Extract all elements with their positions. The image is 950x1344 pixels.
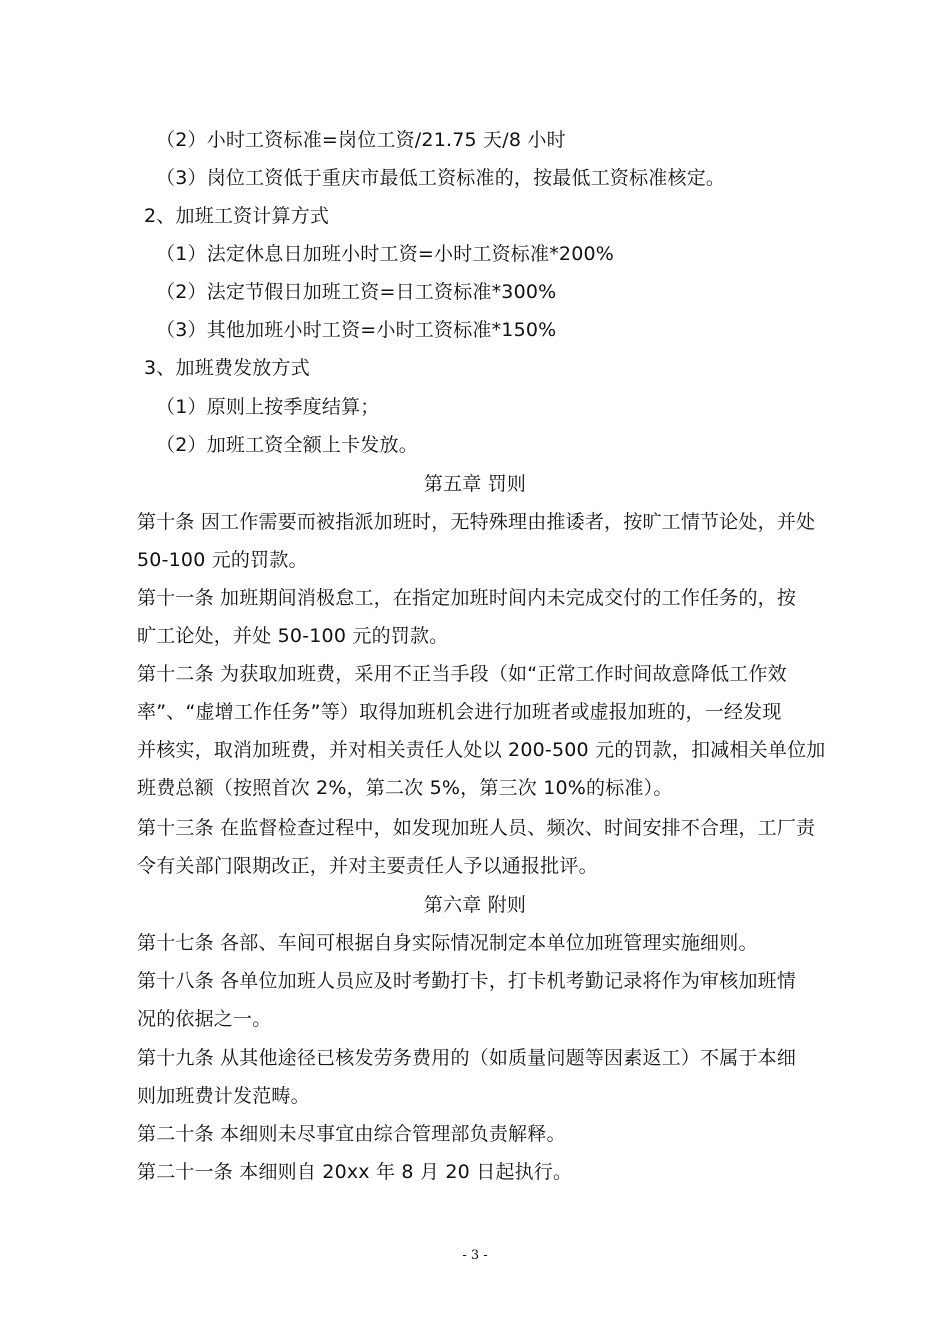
article12-line4: 班费总额（按照首次 2%，第二次 5%，第三次 10%的标准）。: [137, 777, 673, 799]
article20-line1: 第二十条 本细则未尽事宜由综合管理部负责解释。: [137, 1123, 566, 1145]
article19-line1: 第十九条 从其他途径已核发劳务费用的（如质量问题等因素返工）不属于本细: [137, 1047, 797, 1069]
page-number: - 3 -: [462, 1248, 488, 1263]
article18-line1: 第十八条 各单位加班人员应及时考勤打卡，打卡机考勤记录将作为审核加班情: [137, 970, 797, 992]
chapter6-heading: 第六章 附则: [423, 894, 527, 916]
item-quarterly-settlement: （1）原则上按季度结算；: [156, 396, 380, 418]
article12-line1: 第十二条 为获取加班费，采用不正当手段（如“正常工作时间故意降低工作效: [137, 663, 787, 685]
section-overtime-calculation: 2、加班工资计算方式: [144, 205, 330, 227]
article13-line1: 第十三条 在监督检查过程中，如发现加班人员、频次、时间安排不合理，工厂责: [137, 817, 816, 839]
article12-line3: 并核实，取消加班费，并对相关责任人处以 200-500 元的罚款，扣减相关单位加: [137, 739, 826, 761]
article13-line2: 令有关部门限期改正，并对主要责任人予以通报批评。: [137, 855, 598, 877]
chapter5-heading: 第五章 罚则: [423, 473, 527, 495]
item-holiday-overtime: （2）法定节假日加班工资=日工资标准*300%: [156, 281, 557, 303]
article10-line2: 50-100 元的罚款。: [137, 549, 308, 571]
article10-line1: 第十条 因工作需要而被指派加班时，无特殊理由推诿者，按旷工情节论处，并处: [137, 511, 816, 533]
item-other-overtime: （3）其他加班小时工资=小时工资标准*150%: [156, 319, 557, 341]
item-card-payment: （2）加班工资全额上卡发放。: [156, 434, 418, 456]
section-overtime-payment: 3、加班费发放方式: [144, 357, 310, 379]
article17-line1: 第十七条 各部、车间可根据自身实际情况制定本单位加班管理实施细则。: [137, 932, 758, 954]
article19-line2: 则加班费计发范畴。: [137, 1085, 310, 1107]
article11-line1: 第十一条 加班期间消极怠工，在指定加班时间内未完成交付的工作任务的，按: [137, 587, 797, 609]
item-minimum-wage-rule: （3）岗位工资低于重庆市最低工资标准的，按最低工资标准核定。: [156, 167, 726, 189]
item-rest-day-overtime: （1）法定休息日加班小时工资=小时工资标准*200%: [156, 243, 615, 265]
article11-line2: 旷工论处，并处 50-100 元的罚款。: [137, 625, 449, 647]
article18-line2: 况的依据之一。: [137, 1008, 272, 1030]
article12-line2: 率”、“虚增工作任务”等）取得加班机会进行加班者或虚报加班的，一经发现: [137, 701, 782, 723]
item-hourly-wage-standard: （2）小时工资标准=岗位工资/21.75 天/8 小时: [156, 129, 566, 151]
article21-line1: 第二十一条 本细则自 20xx 年 8 月 20 日起执行。: [137, 1161, 573, 1183]
